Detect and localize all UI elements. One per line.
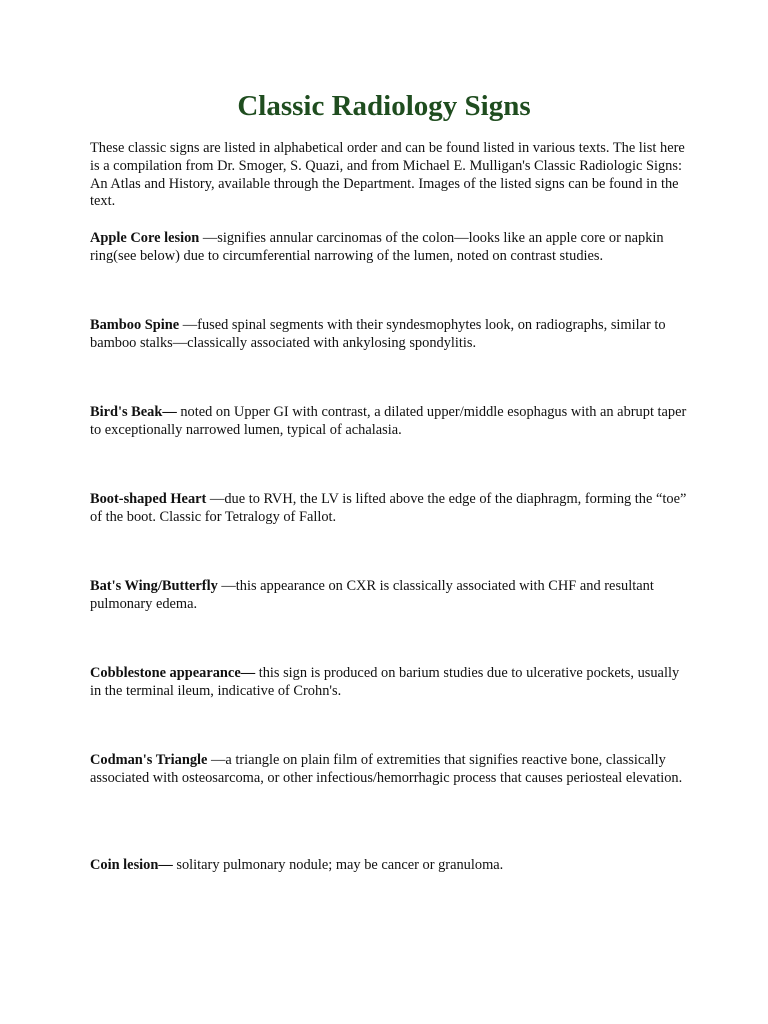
entry-term: Boot-shaped Heart [90,491,207,507]
entry-coin-lesion [90,857,690,875]
entry-apple-core-lesion [90,230,690,266]
entry-definition: this sign is produced on barium studies due to ulcerative pockets, usually in the terminal ileum, indicative of Crohn's. [90,665,680,699]
entry-term: Bat's Wing/Butterfly [90,578,218,594]
entry-term: Cobblestone appearance— [90,665,256,681]
entry-codmans-triangle [90,752,690,788]
entry-boot-shaped-heart [90,491,690,527]
entry-cobblestone-appearance [90,665,690,701]
entry-bats-wing-butterfly [90,578,690,614]
entry-definition: —due to RVH, the LV is lifted above the edge of the diaphragm, forming the “toe” of the boot. Classic for Tetralogy of Fallot. [90,491,687,525]
entry-birds-beak [90,404,690,440]
intro-paragraph: These classic signs are listed in alphabetical order and can be found listed in various texts. The list here is a compilation from Dr. Smoger, S. Quazi, and from Michael E. Mulligan's Classic Radiologic Signs: An Atlas and History, available through the Department. Images of the listed signs can be found in the text. [90,140,685,210]
entry-term: Apple Core lesion [90,230,200,246]
entry-definition: —a triangle on plain film of extremities that signifies reactive bone, classically associated with osteosarcoma, or other infectious/hemorrhagic process that causes periosteal elevation. [90,752,683,786]
entry-definition: —signifies annular carcinomas of the colon—looks like an apple core or napkin ring(see below) due to circumferential narrowing of the lumen, noted on contrast studies. [90,230,664,264]
entry-definition: noted on Upper GI with contrast, a dilated upper/middle esophagus with an abrupt taper to exceptionally narrowed lumen, typical of achalasia. [90,404,687,438]
entry-term: Coin lesion— [90,857,173,873]
entry-bamboo-spine [90,317,690,353]
entry-term: Codman's Triangle [90,752,208,768]
entry-definition: —fused spinal segments with their syndesmophytes look, on radiographs, similar to bamboo stalks—classically associated with ankylosing spondylitis. [90,317,666,351]
entry-definition: —this appearance on CXR is classically associated with CHF and resultant pulmonary edema. [90,578,654,612]
page-title: Classic Radiology Signs [237,90,531,122]
entry-term: Bird's Beak— [90,404,177,420]
entry-definition: solitary pulmonary nodule; may be cancer or granuloma. [172,857,504,873]
entry-term: Bamboo Spine [90,317,180,333]
